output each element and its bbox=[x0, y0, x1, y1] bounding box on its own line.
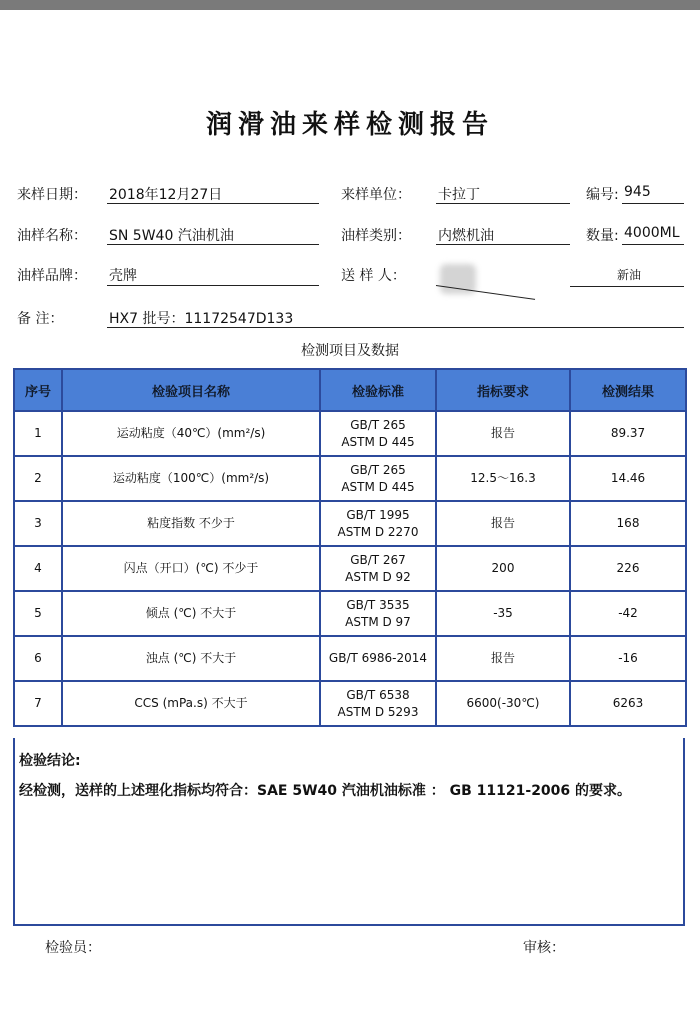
header-result: 检测结果 bbox=[570, 369, 686, 411]
row-no: 4 bbox=[14, 546, 62, 591]
row-requirement: -35 bbox=[436, 591, 570, 636]
remarks-label: 备 注： bbox=[17, 311, 64, 327]
table-header-row bbox=[14, 369, 686, 411]
table-row bbox=[14, 636, 686, 681]
row-standard bbox=[320, 636, 436, 681]
row-result: 6263 bbox=[570, 681, 686, 726]
brand-label: 油样品牌： bbox=[17, 268, 87, 284]
standard-line-2: ASTM D 92 bbox=[345, 569, 411, 584]
row-result: 226 bbox=[570, 546, 686, 591]
row-item: 浊点 (℃) 不大于 bbox=[62, 636, 320, 681]
row-no: 3 bbox=[14, 501, 62, 546]
row-result: 14.46 bbox=[570, 456, 686, 501]
row-requirement: 报告 bbox=[436, 636, 570, 681]
window-top-bar bbox=[0, 0, 700, 10]
row-requirement: 6600(-30℃) bbox=[436, 681, 570, 726]
row-item: 倾点 (℃) 不大于 bbox=[62, 591, 320, 636]
sample-unit-label: 来样单位： bbox=[341, 187, 411, 203]
table-row bbox=[14, 411, 686, 456]
oil-name-value: SN 5W40 汽油机油 bbox=[109, 228, 234, 244]
row-standard bbox=[320, 591, 436, 636]
row-no: 2 bbox=[14, 456, 62, 501]
row-no: 7 bbox=[14, 681, 62, 726]
condition-underline bbox=[570, 286, 684, 287]
row-requirement: 12.5～16.3 bbox=[436, 456, 570, 501]
header-item: 检验项目名称 bbox=[62, 369, 320, 411]
table-row bbox=[14, 681, 686, 726]
row-item: 运动粘度（100℃）(mm²/s) bbox=[62, 456, 320, 501]
quantity-label: 数量: bbox=[586, 228, 619, 244]
row-item: 闪点（开口）(℃) 不少于 bbox=[62, 546, 320, 591]
reviewer-label: 审核： bbox=[523, 940, 565, 956]
standard-line-1: GB/T 6986-2014 bbox=[328, 651, 428, 665]
sample-date-label: 来样日期： bbox=[17, 187, 87, 203]
row-standard bbox=[320, 411, 436, 456]
conclusion-text: 经检测，送样的上述理化指标均符合：SAE 5W40 汽油机油标准 ： GB 11121-2006 的要求。 bbox=[19, 783, 632, 799]
standard-line-2: ASTM D 445 bbox=[341, 434, 415, 449]
table-row bbox=[14, 591, 686, 636]
standard-line-2: ASTM D 445 bbox=[341, 479, 415, 494]
sender-label: 送 样 人： bbox=[341, 268, 406, 284]
sample-unit-value: 卡拉丁 bbox=[438, 187, 480, 203]
remarks-underline bbox=[107, 327, 684, 328]
oil-type-label: 油样类别： bbox=[341, 228, 411, 244]
conclusion-title: 检验结论: bbox=[19, 753, 81, 769]
report-title: 润滑油来样检测报告 bbox=[205, 110, 494, 140]
row-result: 168 bbox=[570, 501, 686, 546]
standard-line-1: GB/T 267 bbox=[350, 552, 406, 567]
oil-type-underline bbox=[436, 244, 570, 245]
remarks-value: HX7 批号：11172547D133 bbox=[109, 311, 294, 327]
brand-underline bbox=[107, 285, 319, 286]
inspector-label: 检验员： bbox=[45, 940, 101, 956]
oil-name-label: 油样名称： bbox=[17, 228, 87, 244]
standard-line-1: GB/T 265 bbox=[350, 462, 406, 477]
row-standard bbox=[320, 546, 436, 591]
number-underline bbox=[622, 203, 684, 204]
table-row bbox=[14, 456, 686, 501]
row-result: -42 bbox=[570, 591, 686, 636]
table-title: 检测项目及数据 bbox=[301, 343, 399, 359]
standard-line-1: GB/T 1995 bbox=[346, 507, 410, 522]
row-requirement: 报告 bbox=[436, 411, 570, 456]
conclusion-box bbox=[13, 738, 685, 926]
number-value: 945 bbox=[624, 184, 651, 200]
oil-type-value: 内燃机油 bbox=[438, 228, 494, 244]
header-requirement: 指标要求 bbox=[436, 369, 570, 411]
row-no: 6 bbox=[14, 636, 62, 681]
quantity-value: 4000ML bbox=[624, 225, 680, 241]
row-requirement: 报告 bbox=[436, 501, 570, 546]
sample-unit-underline bbox=[436, 203, 570, 204]
row-item: 粘度指数 不少于 bbox=[62, 501, 320, 546]
inspection-table bbox=[13, 368, 687, 727]
standard-line-1: GB/T 3535 bbox=[346, 597, 410, 612]
standard-line-1: GB/T 265 bbox=[350, 417, 406, 432]
oil-name-underline bbox=[107, 244, 319, 245]
row-no: 1 bbox=[14, 411, 62, 456]
standard-line-1: GB/T 6538 bbox=[346, 687, 410, 702]
brand-value: 壳牌 bbox=[109, 268, 137, 284]
standard-line-2: ASTM D 2270 bbox=[337, 524, 419, 539]
row-no: 5 bbox=[14, 591, 62, 636]
header-no: 序号 bbox=[14, 369, 62, 411]
row-item: 运动粘度（40℃）(mm²/s) bbox=[62, 411, 320, 456]
standard-line-2: ASTM D 5293 bbox=[337, 704, 419, 719]
row-standard bbox=[320, 501, 436, 546]
sample-date-value: 2018年12月27日 bbox=[109, 187, 223, 203]
row-item: CCS (mPa.s) 不大于 bbox=[62, 681, 320, 726]
condition-value: 新油 bbox=[617, 268, 642, 282]
row-standard bbox=[320, 456, 436, 501]
table-row bbox=[14, 501, 686, 546]
row-result: -16 bbox=[570, 636, 686, 681]
standard-line-2: ASTM D 97 bbox=[345, 614, 411, 629]
row-result: 89.37 bbox=[570, 411, 686, 456]
table-row bbox=[14, 546, 686, 591]
quantity-underline bbox=[622, 244, 684, 245]
sample-date-underline bbox=[107, 203, 319, 204]
row-standard bbox=[320, 681, 436, 726]
row-requirement: 200 bbox=[436, 546, 570, 591]
number-label: 编号: bbox=[586, 187, 619, 203]
header-standard: 检验标准 bbox=[320, 369, 436, 411]
